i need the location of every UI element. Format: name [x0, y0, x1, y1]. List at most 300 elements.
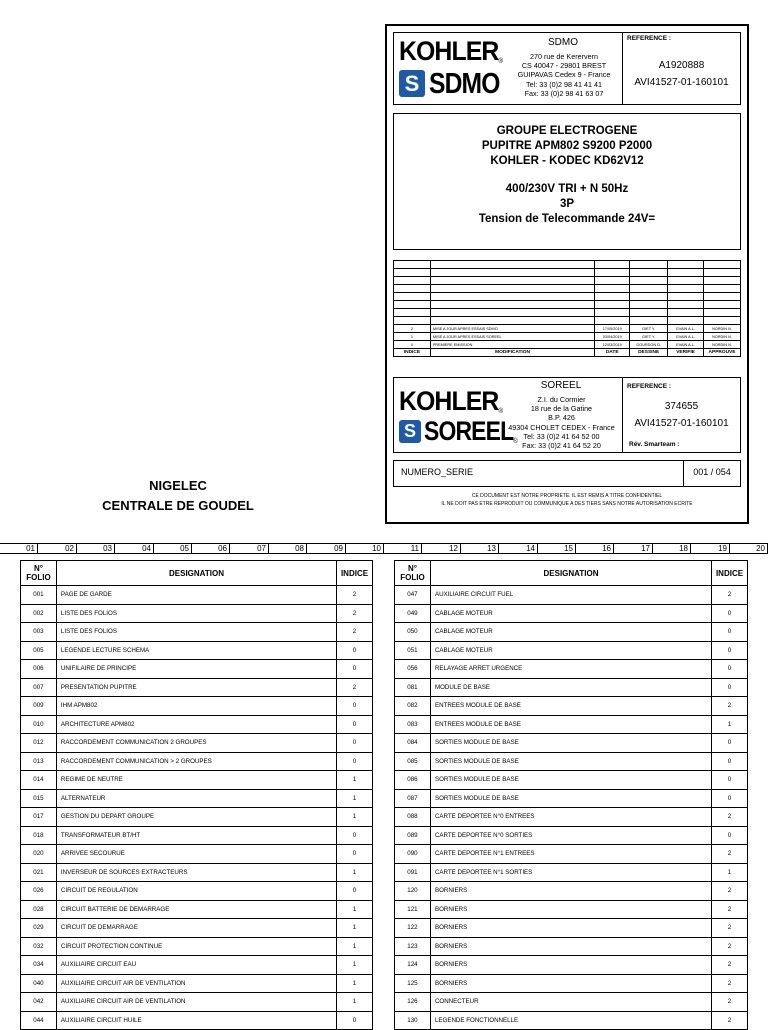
client-line: CENTRALE DE GOUDEL [102, 498, 254, 513]
folio-number: 086 [395, 771, 431, 790]
folio-number: 130 [395, 1011, 431, 1030]
revision-cell: 12/03/2019 [595, 341, 630, 349]
ruler-cell [180, 544, 192, 554]
revision-cell [430, 277, 594, 285]
revision-row [394, 333, 741, 341]
folio-indice: 1 [337, 919, 373, 938]
revision-cell: GOURDON D. [630, 341, 668, 349]
folio-designation: CABLAGE MOTEUR [430, 604, 711, 623]
ruler-label: 13 [487, 544, 496, 553]
folio-indice: 0 [337, 660, 373, 679]
folio-row [21, 826, 373, 845]
address-line: Tel: 33 (0)2 98 41 41 41 [526, 79, 602, 89]
folio-row [21, 974, 373, 993]
folio-designation: LEGENDE LECTURE SCHEMA [56, 641, 336, 660]
folio-designation: IHM APM802 [56, 697, 336, 716]
folio-row [395, 641, 748, 660]
folio-indice: 0 [337, 697, 373, 716]
folio-row [395, 789, 748, 808]
folio-row [21, 808, 373, 827]
folio-row [21, 863, 373, 882]
folio-indice: 0 [337, 845, 373, 864]
ruler-cell [487, 544, 499, 554]
folio-number: 017 [21, 808, 57, 827]
folio-row [395, 826, 748, 845]
revision-row [394, 341, 741, 349]
folio-indice: 2 [712, 937, 748, 956]
revision-cell [630, 293, 668, 301]
revision-cell [394, 261, 431, 269]
folio-designation: CABLAGE MOTEUR [430, 641, 711, 660]
ruler-cell [142, 544, 154, 554]
serial-number-label: NUMERO_SERIE [401, 467, 474, 477]
folio-number: 009 [21, 697, 57, 716]
sdmo-logo-text: SDMO [429, 68, 500, 100]
folio-number: 001 [21, 586, 57, 605]
folio-indice: 1 [712, 863, 748, 882]
kohler-logo: KOHLER® [399, 386, 503, 416]
folio-row [21, 789, 373, 808]
ruler-label: 03 [103, 544, 112, 553]
folio-indice: 2 [712, 808, 748, 827]
revision-cell [595, 317, 630, 325]
ruler-cell [679, 544, 691, 554]
revision-cell [595, 309, 630, 317]
folio-indice: 2 [712, 1011, 748, 1030]
reference-value: 374655 [664, 401, 699, 412]
ruler-cell [257, 544, 269, 554]
folio-number: 089 [395, 826, 431, 845]
ruler-label: 10 [372, 544, 381, 553]
folio-designation: TRANSFORMATEUR BT/HT [56, 826, 336, 845]
revision-cell: MODIFICATION [430, 349, 594, 357]
revision-cell [630, 301, 668, 309]
folio-indice: 1 [337, 808, 373, 827]
folio-row [21, 1011, 373, 1030]
folio-indice: 2 [712, 974, 748, 993]
revision-row-empty [394, 269, 741, 277]
folio-number: 047 [395, 586, 431, 605]
folio-indice: 2 [337, 604, 373, 623]
folio-row [21, 623, 373, 642]
revision-cell: 2 [394, 325, 431, 333]
folio-indice: 0 [712, 623, 748, 642]
title-line: KOHLER - KODEC KD62V12 [490, 155, 644, 167]
revision-cell [668, 293, 704, 301]
folio-indice: 2 [712, 697, 748, 716]
folio-indice: 2 [712, 900, 748, 919]
revision-cell [630, 285, 668, 293]
revision-cell [668, 309, 704, 317]
folio-designation: ARCHITECTURE APM802 [56, 715, 336, 734]
folio-indice: 0 [337, 734, 373, 753]
revision-cell [668, 277, 704, 285]
folio-row [21, 919, 373, 938]
folio-designation: BORNIERS [430, 919, 711, 938]
folio-indice: 1 [337, 789, 373, 808]
revision-cell [704, 269, 741, 277]
folio-number: 088 [395, 808, 431, 827]
revision-cell: APPROUVE [704, 349, 741, 357]
folio-designation: BORNIERS [430, 974, 711, 993]
folio-designation: CABLAGE MOTEUR [430, 623, 711, 642]
reference-value: AVI41527-01-160101 [634, 418, 729, 429]
client-name [78, 476, 278, 516]
ruler-label: 02 [65, 544, 74, 553]
address-line: GUIPAVAS Cedex 9 - France [517, 70, 611, 80]
folio-indice: 2 [712, 956, 748, 975]
ruler-label: 11 [410, 544, 419, 553]
folio-indice: 0 [712, 789, 748, 808]
address-line: 270 rue de Kerervern [530, 52, 598, 61]
soreel-logo-text: SOREEL® [424, 416, 517, 446]
folio-indice: 0 [712, 734, 748, 753]
sdmo-company-name: SDMO [548, 37, 578, 48]
revision-cell [394, 285, 431, 293]
folio-number: 050 [395, 623, 431, 642]
revision-cell [394, 317, 431, 325]
folio-number: 029 [21, 919, 57, 938]
folio-indice: 0 [712, 660, 748, 679]
ruler-cell [65, 544, 77, 554]
indice-header: INDICE [712, 561, 748, 586]
folio-indice: 1 [337, 974, 373, 993]
folio-row [21, 900, 373, 919]
folio-row [395, 845, 748, 864]
address-line: 18 rue de la Gatine [530, 404, 593, 414]
folio-indice: 0 [337, 715, 373, 734]
revision-row-empty [394, 285, 741, 293]
folio-number: 121 [395, 900, 431, 919]
notice-line: CE DOCUMENT EST NOTRE PROPRIETE. IL EST REMIS A TITRE CONFIDENTIEL [471, 493, 663, 499]
revision-cell [430, 309, 594, 317]
spec-line: 400/230V TRI + N 50Hz [505, 183, 629, 195]
revision-cell [630, 317, 668, 325]
folio-row [395, 974, 748, 993]
folio-number: 007 [21, 678, 57, 697]
address-line: B.P. 426 [548, 413, 575, 423]
folio-number: 034 [21, 956, 57, 975]
folio-number: 005 [21, 641, 57, 660]
kohler-logo-text: KOHLER [399, 36, 499, 66]
revision-row-empty [394, 293, 741, 301]
title-line: GROUPE ELECTROGENE [496, 125, 638, 137]
ruler-cell [526, 544, 538, 554]
revision-row [394, 325, 741, 333]
folio-row [21, 678, 373, 697]
sdmo-address [510, 52, 618, 98]
ruler-cell [564, 544, 576, 554]
revision-cell: NORDIN N. [704, 325, 741, 333]
confidentiality-notice [393, 492, 741, 508]
folio-designation: GESTION DU DEPART GROUPE [56, 808, 336, 827]
folio-indice: 0 [337, 826, 373, 845]
folio-number: 010 [21, 715, 57, 734]
folio-row [395, 734, 748, 753]
folio-number: 056 [395, 660, 431, 679]
folio-number: 044 [21, 1011, 57, 1030]
folio-indice: 2 [337, 586, 373, 605]
revision-cell [430, 293, 594, 301]
folio-row [21, 752, 373, 771]
revision-cell [704, 293, 741, 301]
folio-indice: 2 [712, 586, 748, 605]
folio-designation: CONNECTEUR [430, 993, 711, 1012]
revision-cell: EVAIN A.L. [668, 333, 704, 341]
revision-cell [668, 317, 704, 325]
column-ruler [0, 543, 768, 554]
revision-cell [668, 301, 704, 309]
revision-cell [430, 261, 594, 269]
revision-cell: INDICE [394, 349, 431, 357]
folio-designation: ALTERNATEUR [56, 789, 336, 808]
folio-designation: CARTE DEPORTEE N°1 ENTREES [430, 845, 711, 864]
folio-indice: 2 [337, 623, 373, 642]
spec-line: 3P [559, 198, 575, 210]
revision-cell [704, 285, 741, 293]
folio-row [21, 641, 373, 660]
folio-number: 082 [395, 697, 431, 716]
folio-number: 012 [21, 734, 57, 753]
folio-designation: SORTIES MODULE DE BASE [430, 752, 711, 771]
ruler-label: 15 [564, 544, 573, 553]
revision-cell: GIET Y. [630, 325, 668, 333]
folio-row [395, 604, 748, 623]
revision-cell [394, 309, 431, 317]
revision-cell [430, 301, 594, 309]
revision-header-row [394, 349, 741, 357]
ruler-cell [641, 544, 653, 554]
ruler-label: 09 [334, 544, 343, 553]
folio-designation: BORNIERS [430, 956, 711, 975]
revision-cell: 03/04/2019 [595, 333, 630, 341]
folio-number: 040 [21, 974, 57, 993]
ruler-label: 14 [526, 544, 535, 553]
folio-designation: INVERSEUR DE SOURCES EXTRACTEURS [56, 863, 336, 882]
revision-cell [630, 309, 668, 317]
folio-row [395, 771, 748, 790]
folio-table-left [20, 560, 373, 1030]
revision-cell [394, 269, 431, 277]
ruler-label: 18 [679, 544, 688, 553]
address-line: Tel: 33 (0)2 41 64 52 00 [523, 431, 600, 441]
folio-row [395, 863, 748, 882]
folio-designation: AUXILIAIRE CIRCUIT AIR DE VENTILATION [56, 974, 336, 993]
revision-cell: EVAIN A.L. [668, 341, 704, 349]
revision-cell: MISE A JOUR APRES ESSAIS SDMO [430, 325, 594, 333]
revision-cell [394, 293, 431, 301]
folio-row [21, 734, 373, 753]
ruler-cell [218, 544, 230, 554]
ruler-label: 06 [218, 544, 227, 553]
folio-indice: 2 [712, 845, 748, 864]
revision-cell [704, 317, 741, 325]
address-line: CS 40047 - 29801 BREST [521, 61, 607, 71]
ruler-cell [602, 544, 614, 554]
folio-number: 042 [21, 993, 57, 1012]
revision-cell: DATE [595, 349, 630, 357]
folio-number: 003 [21, 623, 57, 642]
folio-indice: 1 [337, 956, 373, 975]
folio-designation: UNIFILAIRE DE PRINCIPE [56, 660, 336, 679]
revision-cell [630, 269, 668, 277]
revision-cell: NORDIN N. [704, 333, 741, 341]
folio-number: 091 [395, 863, 431, 882]
folio-number: 018 [21, 826, 57, 845]
folio-indice: 1 [337, 900, 373, 919]
revision-cell [595, 301, 630, 309]
revision-row-empty [394, 309, 741, 317]
designation-header: DESIGNATION [56, 561, 336, 586]
folio-indice: 2 [337, 678, 373, 697]
revision-row-empty [394, 317, 741, 325]
revision-cell [595, 285, 630, 293]
ruler-cell [449, 544, 461, 554]
ruler-label: 19 [718, 544, 727, 553]
revision-row-empty [394, 277, 741, 285]
revision-row-empty [394, 301, 741, 309]
folio-designation: ARRIVEE SECOURUE [56, 845, 336, 864]
revision-cell [430, 285, 594, 293]
folio-number-header: N° FOLIO [395, 561, 431, 586]
revision-cell: EVAIN A.L. [668, 325, 704, 333]
folio-designation: SORTIES MODULE DE BASE [430, 789, 711, 808]
revision-cell: PREMIERE EMISSION [430, 341, 594, 349]
folio-number: 120 [395, 882, 431, 901]
revision-cell: 1 [394, 333, 431, 341]
folio-indice: 0 [337, 641, 373, 660]
revision-cell [595, 293, 630, 301]
revision-cell [668, 261, 704, 269]
folio-row [21, 715, 373, 734]
folio-table-right [394, 560, 748, 1030]
ruler-label: 12 [449, 544, 458, 553]
folio-row [395, 808, 748, 827]
reference-label: REFERENCE : [627, 383, 672, 390]
revision-cell: 0 [394, 341, 431, 349]
folio-row [395, 900, 748, 919]
folio-designation: CARTE DEPORTEE N°1 SORTIES [430, 863, 711, 882]
folio-row [395, 919, 748, 938]
folio-designation: AUXILIAIRE CIRCUIT EAU [56, 956, 336, 975]
folio-designation: CIRCUIT PROTECTION CONTINUE [56, 937, 336, 956]
folio-indice: 0 [337, 1011, 373, 1030]
ruler-cell [103, 544, 115, 554]
folio-designation: PAGE DE GARDE [56, 586, 336, 605]
ruler-cell [295, 544, 307, 554]
address-line: Fax: 33 (0)2 41 64 52 20 [522, 441, 601, 451]
folio-indice: 0 [712, 641, 748, 660]
folio-designation: LISTE DES FOLIOS [56, 623, 336, 642]
smarteam-label: Rév. Smarteam : [629, 441, 680, 448]
folio-row [395, 1011, 748, 1030]
ruler-label: 01 [26, 544, 35, 553]
folio-designation: CIRCUIT DE REGULATION [56, 882, 336, 901]
folio-number: 028 [21, 900, 57, 919]
folio-row [395, 697, 748, 716]
ruler-label: 07 [257, 544, 266, 553]
folio-row [21, 660, 373, 679]
sdmo-logo-icon: S [399, 70, 425, 97]
folio-number: 090 [395, 845, 431, 864]
folio-indice: 0 [712, 826, 748, 845]
folio-designation: BORNIERS [430, 882, 711, 901]
folio-row [21, 993, 373, 1012]
folio-indice: 1 [337, 937, 373, 956]
folio-number: 125 [395, 974, 431, 993]
folio-designation: ENTREES MODULE DE BASE [430, 697, 711, 716]
folio-row [21, 771, 373, 790]
address-line: Z.I. du Cormier [537, 395, 586, 404]
client-line: NIGELEC [149, 478, 207, 493]
revision-cell: NORDIN N. [704, 341, 741, 349]
ruler-label: 20 [756, 544, 765, 553]
folio-indice: 0 [337, 882, 373, 901]
revision-cell [595, 261, 630, 269]
reference-label: REFERENCE : [627, 35, 672, 42]
revision-cell [394, 301, 431, 309]
ruler-label: 17 [641, 544, 650, 553]
folio-row [21, 697, 373, 716]
folio-number: 026 [21, 882, 57, 901]
ruler-cell [410, 544, 422, 554]
folio-indice: 0 [712, 678, 748, 697]
revision-table [393, 260, 741, 357]
folio-designation: AUXILIAIRE CIRCUIT HUILE [56, 1011, 336, 1030]
folio-number: 020 [21, 845, 57, 864]
folio-indice: 2 [712, 919, 748, 938]
folio-row [395, 623, 748, 642]
folio-designation: ENTREES MODULE DE BASE [430, 715, 711, 734]
folio-number: 123 [395, 937, 431, 956]
folio-indice: 0 [712, 771, 748, 790]
kohler-logo: KOHLER® [399, 36, 503, 66]
ruler-cell [334, 544, 346, 554]
folio-number: 126 [395, 993, 431, 1012]
folio-designation: SORTIES MODULE DE BASE [430, 734, 711, 753]
folio-number: 002 [21, 604, 57, 623]
folio-designation: LEGENDE FONCTIONNELLE [430, 1011, 711, 1030]
folio-number: 013 [21, 752, 57, 771]
spec-line: Tension de Telecommande 24V= [478, 213, 656, 225]
folio-indice: 0 [712, 604, 748, 623]
folio-designation: CARTE DEPORTEE N°0 SORTIES [430, 826, 711, 845]
soreel-address [505, 395, 618, 450]
folio-number: 051 [395, 641, 431, 660]
folio-indice: 1 [337, 863, 373, 882]
folio-indice: 0 [712, 752, 748, 771]
indice-header: INDICE [337, 561, 373, 586]
ruler-label: 16 [602, 544, 611, 553]
folio-row [395, 678, 748, 697]
folio-designation: CIRCUIT BATTERIE DE DEMARRAGE [56, 900, 336, 919]
folio-designation: AUXILIAIRE CIRCUIT AIR DE VENTILATION [56, 993, 336, 1012]
folio-designation: CARTE DEPORTEE N°0 ENTREES [430, 808, 711, 827]
folio-row [21, 604, 373, 623]
revision-cell: VERIFIE [668, 349, 704, 357]
folio-number: 087 [395, 789, 431, 808]
folio-number: 014 [21, 771, 57, 790]
folio-number: 084 [395, 734, 431, 753]
revision-cell [668, 285, 704, 293]
folio-row [395, 882, 748, 901]
revision-cell [430, 317, 594, 325]
revision-cell [630, 261, 668, 269]
page-number: 001 / 054 [693, 467, 731, 477]
folio-row [395, 937, 748, 956]
folio-designation: RACCORDEMENT COMMUNICATION > 2 GROUPES [56, 752, 336, 771]
folio-designation: RELAYAGE ARRET URGENCE [430, 660, 711, 679]
